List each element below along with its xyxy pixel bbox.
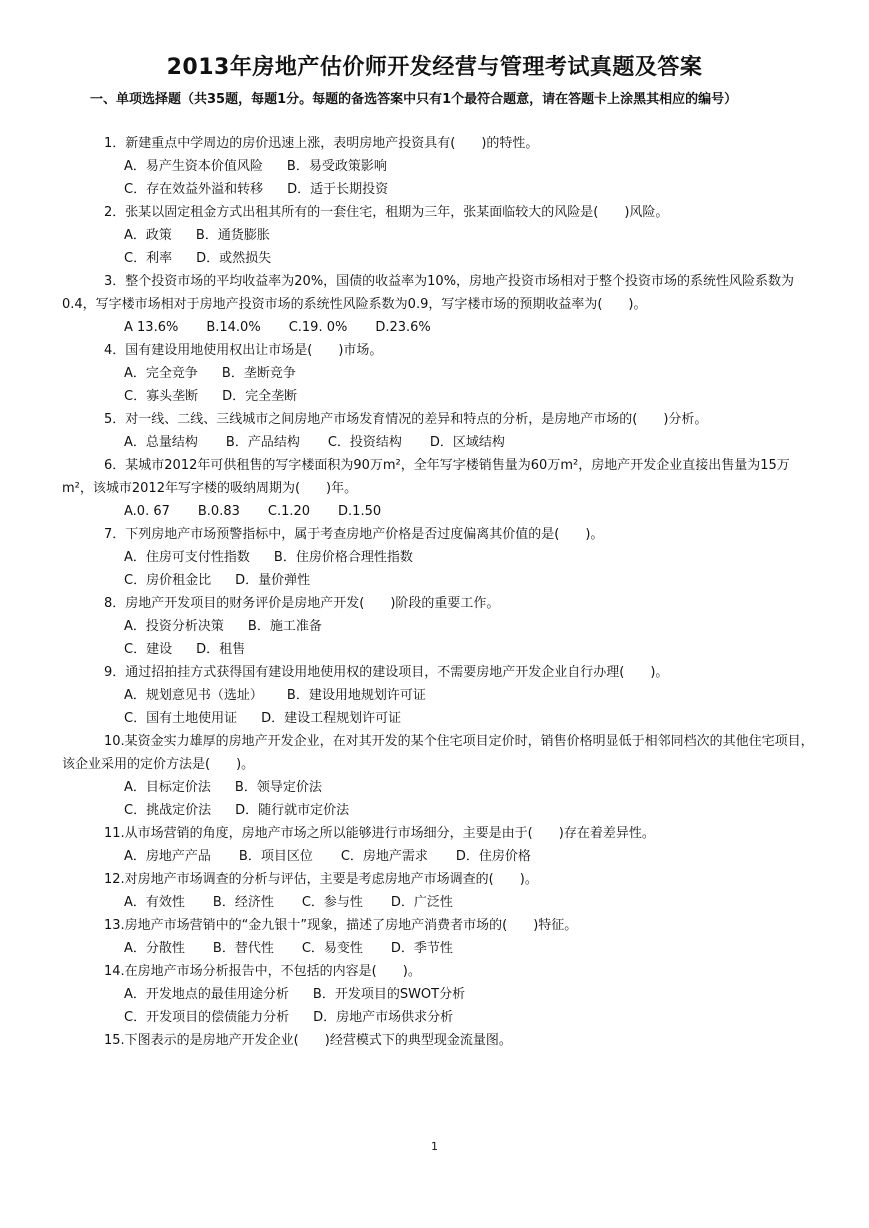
answer-option: A 13.6%	[124, 320, 179, 335]
answer-option: C．寡头垄断	[124, 389, 199, 404]
answer-option: B．住房价格合理性指数	[273, 550, 413, 565]
answer-option: B．垄断竞争	[221, 366, 296, 381]
option-row	[62, 799, 817, 822]
question-stem: 14.在房地产市场分析报告中，不包括的内容是( )。	[104, 964, 421, 979]
answer-option: C．投资结构	[327, 435, 402, 450]
option-row	[62, 891, 817, 914]
answer-option: A．住房可支付性指数	[124, 550, 250, 565]
answer-option: C.19. 0%	[288, 320, 348, 335]
option-row	[62, 224, 817, 247]
answer-option: B.0.83	[197, 504, 240, 519]
question-9	[62, 661, 817, 730]
answer-option: A.0. 67	[124, 504, 170, 519]
answer-option: A．完全竞争	[124, 366, 198, 381]
option-row	[62, 707, 817, 730]
answer-option: D．房地产市场供求分析	[313, 1010, 454, 1025]
question-stem: 13.房地产市场营销中的“金九银十”现象，描述了房地产消费者市场的( )特征。	[104, 918, 578, 933]
option-row	[62, 684, 817, 707]
answer-option: D.1.50	[338, 504, 382, 519]
question-8	[62, 592, 817, 661]
option-row	[62, 845, 817, 868]
option-row	[62, 178, 817, 201]
page-number: 1	[431, 1140, 438, 1153]
answer-option: C．挑战定价法	[124, 803, 212, 818]
option-row	[62, 500, 817, 523]
answer-option: D.23.6%	[375, 320, 431, 335]
answer-option: C．存在效益外溢和转移	[124, 182, 264, 197]
answer-option: B．经济性	[212, 895, 274, 910]
question-12	[62, 868, 817, 914]
option-row	[62, 937, 817, 960]
question-1	[62, 132, 817, 201]
question-stem: 10.某资金实力雄厚的房地产开发企业，在对其开发的某个住宅项目定价时，销售价格明显低于相邻同档次的其他住宅项目，该企业采用的定价方法是( )。	[62, 734, 814, 772]
question-list	[62, 132, 817, 1052]
option-row	[62, 546, 817, 569]
question-3	[62, 270, 817, 339]
question-stem: 12.对房地产市场调查的分析与评估，主要是考虑房地产市场调查的( )。	[104, 872, 538, 887]
option-row	[62, 776, 817, 799]
answer-option: C．易变性	[301, 941, 363, 956]
answer-option: D．季节性	[390, 941, 453, 956]
answer-option: C.1.20	[267, 504, 311, 519]
answer-option: C．参与性	[301, 895, 363, 910]
question-stem: 6．某城市2012年可供租售的写字楼面积为90万m²，全年写字楼销售量为60万m²，房地产开发企业直接出售量为15万m²，该城市2012年写字楼的吸纳周期为( )年。	[62, 458, 790, 496]
question-stem: 1．新建重点中学周边的房价迅速上涨，表明房地产投资具有( )的特性。	[104, 136, 539, 151]
answer-option: D．量价弹性	[235, 573, 311, 588]
answer-option: A．规划意见书（选址）	[124, 688, 263, 703]
question-6	[62, 454, 817, 523]
answer-option: B．易受政策影响	[286, 159, 387, 174]
answer-option: B．领导定价法	[234, 780, 322, 795]
answer-option: C．利率	[124, 251, 173, 266]
answer-option: D．广泛性	[390, 895, 453, 910]
question-stem: 4．国有建设用地使用权出让市场是( )市场。	[104, 343, 383, 358]
answer-option: D．随行就市定价法	[235, 803, 350, 818]
option-row	[62, 316, 817, 339]
answer-option: D．区域结构	[429, 435, 505, 450]
answer-option: B．替代性	[212, 941, 274, 956]
option-row	[62, 983, 817, 1006]
answer-option: A．易产生资本价值风险	[124, 159, 263, 174]
answer-option: D．租售	[196, 642, 246, 657]
answer-option: D．适于长期投资	[287, 182, 389, 197]
option-row	[62, 385, 817, 408]
answer-option: D．完全垄断	[222, 389, 298, 404]
answer-option: C．房地产需求	[340, 849, 428, 864]
answer-option: B．施工准备	[247, 619, 322, 634]
document-title: 2013年房地产估价师开发经营与管理考试真题及答案	[166, 55, 703, 80]
question-2	[62, 201, 817, 270]
answer-option: A．投资分析决策	[124, 619, 224, 634]
answer-option: B.14.0%	[206, 320, 261, 335]
option-row	[62, 615, 817, 638]
option-row	[62, 638, 817, 661]
question-stem: 15.下图表示的是房地产开发企业( )经营模式下的典型现金流量图。	[104, 1033, 512, 1048]
question-stem: 5．对一线、二线、三线城市之间房地产市场发育情况的差异和特点的分析，是房地产市场的( )分析。	[104, 412, 708, 427]
answer-option: D．建设工程规划许可证	[261, 711, 402, 726]
question-stem: 7．下列房地产市场预警指标中，属于考查房地产价格是否过度偏离其价值的是( )。	[104, 527, 604, 542]
question-stem: 8．房地产开发项目的财务评价是房地产开发( )阶段的重要工作。	[104, 596, 500, 611]
answer-option: C．建设	[124, 642, 173, 657]
answer-option: A．有效性	[124, 895, 185, 910]
question-11	[62, 822, 817, 868]
answer-option: A．政策	[124, 228, 172, 243]
option-row	[62, 569, 817, 592]
question-stem: 9．通过招拍挂方式获得国有建设用地使用权的建设项目，不需要房地产开发企业自行办理( )。	[104, 665, 669, 680]
question-7	[62, 523, 817, 592]
answer-option: A．目标定价法	[124, 780, 211, 795]
question-4	[62, 339, 817, 408]
option-row	[62, 1006, 817, 1029]
answer-option: B．建设用地规划许可证	[286, 688, 426, 703]
answer-option: D．或然损失	[196, 251, 272, 266]
option-row	[62, 247, 817, 270]
question-15	[62, 1029, 817, 1052]
answer-option: B．产品结构	[225, 435, 300, 450]
answer-option: B．开发项目的SWOT分析	[312, 987, 466, 1002]
answer-option: D．住房价格	[455, 849, 531, 864]
answer-option: C．房价租金比	[124, 573, 212, 588]
question-14	[62, 960, 817, 1029]
answer-option: B．项目区位	[238, 849, 313, 864]
answer-option: A．总量结构	[124, 435, 198, 450]
question-13	[62, 914, 817, 960]
answer-option: B．通货膨胀	[195, 228, 270, 243]
question-stem: 11.从市场营销的角度，房地产市场之所以能够进行市场细分，主要是由于( )存在着差异性。	[104, 826, 655, 841]
question-stem: 2．张某以固定租金方式出租其所有的一套住宅，租期为三年，张某面临较大的风险是( )风险。	[104, 205, 669, 220]
option-row	[62, 362, 817, 385]
question-5	[62, 408, 817, 454]
option-row	[62, 431, 817, 454]
answer-option: C．开发项目的偿债能力分析	[124, 1010, 290, 1025]
option-row	[62, 155, 817, 178]
section-heading: 一、单项选择题（共35题，每题1分。每题的备选答案中只有1个最符合题意，请在答题卡上涂黑其相应的编号）	[90, 92, 738, 107]
question-10	[62, 730, 817, 822]
question-stem: 3．整个投资市场的平均收益率为20%，国债的收益率为10%，房地产投资市场相对于整个投资市场的系统性风险系数为0.4，写字楼市场相对于房地产投资市场的系统性风险系数为0.9，写字楼市场的预期收益率为( )。	[62, 274, 795, 312]
answer-option: C．国有土地使用证	[124, 711, 238, 726]
answer-option: A．分散性	[124, 941, 185, 956]
answer-option: A．开发地点的最佳用途分析	[124, 987, 289, 1002]
answer-option: A．房地产产品	[124, 849, 211, 864]
